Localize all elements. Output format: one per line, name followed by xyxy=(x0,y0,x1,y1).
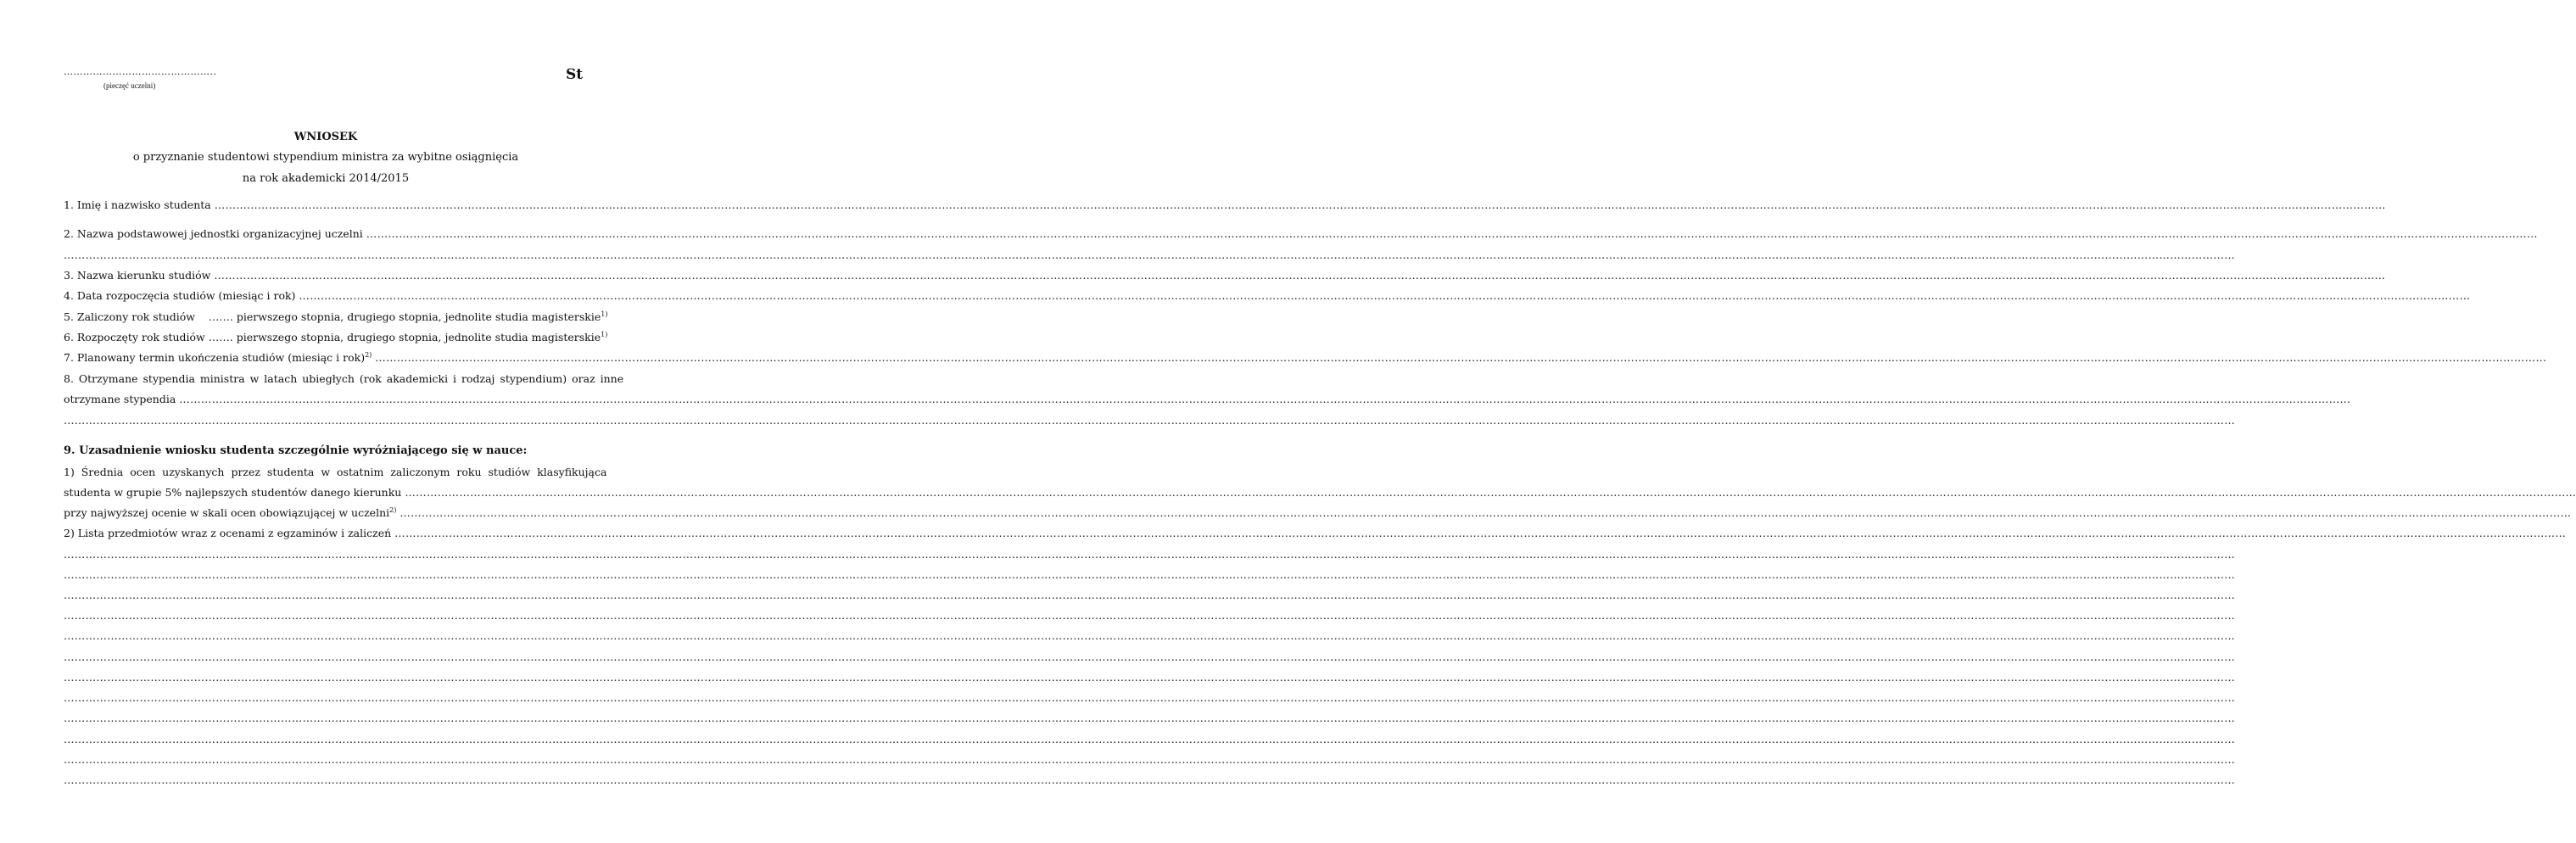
field-label: 2) Lista przedmiotów wraz z ocenami z egzaminów i zaliczeń xyxy=(64,527,392,539)
blank-line[interactable] xyxy=(64,711,2235,725)
fill-dots: …………………………………………………………………………………………………………………………………………………………………………………………………………………………………………………………………………………………………………………………………………………………………………………………………………………………………………………………………………………………………………………………………………………… xyxy=(64,568,2235,581)
footnote-ref: 2) xyxy=(365,350,372,359)
field-started-year[interactable] xyxy=(64,330,608,344)
fill-dots: …………………………………………………………………………………………………………………………………………………………………………………………………………………………………………………………………………………………………………………………………………………………………………………………………………………………………………………………………………………………………………………………………………………… xyxy=(64,609,2235,622)
gpa-text: 1) Średnia ocen uzyskanych przez studenta w ostatnim zaliczonym roku studiów klasyfikująca xyxy=(64,466,607,478)
blank-line[interactable] xyxy=(64,650,2235,664)
fill-dots: …………………………………………………………………………………………………………………………………………………………………………………………………………………………………………………………………………………………………………………………………………………………………………………………………………………………………………………………………………………………………………………………………………………… xyxy=(375,351,2547,364)
field-start-date[interactable] xyxy=(64,288,2471,303)
fill-dots: …………………………………………………………………………………………………………………………………………………………………………………………………………………………………………………………………………………………………………………………………………………………………………………………………………………………………………………………………………………………………………………………………………………… xyxy=(64,589,2235,601)
field-completed-year[interactable] xyxy=(64,310,608,324)
field-label: 2. Nazwa podstawowej jednostki organizacyjnej uczelni xyxy=(64,227,363,240)
field-major[interactable] xyxy=(64,268,2386,282)
field-faculty[interactable] xyxy=(64,226,2538,241)
fill-dots: …………………………………………………………………………………………………………………………………………………………………………………………………………………………………………………………………………………………………………………………………………………………………………………………………………………………………………………………………………………………………………………………………………………… xyxy=(64,414,2235,427)
study-level-options: pierwszego stopnia, drugiego stopnia, jednolite studia magisterskie xyxy=(236,331,601,343)
field-planned-end[interactable] xyxy=(64,350,2547,365)
field-previous-scholarships-label xyxy=(64,371,624,386)
field-label: 4. Data rozpoczęcia studiów (miesiąc i rok) xyxy=(64,289,296,302)
field-label: 5. Zaliczony rok studiów xyxy=(64,310,195,323)
academic-year: na rok akademicki 2014/2015 xyxy=(242,172,410,185)
field-label: otrzymane stypendia xyxy=(64,393,176,405)
document-title: WNIOSEK xyxy=(293,131,358,143)
blank-line[interactable] xyxy=(64,567,2235,582)
field-faculty-continued[interactable] xyxy=(64,248,2235,262)
blank-line[interactable] xyxy=(64,628,2235,643)
fill-dots: …………………………………………………………………………………………………………………………………………………………………………………………………………………………………………………………………………………………………………………………………………………………………………………………………………………………………………………………………………………………………………………………………………………… xyxy=(64,248,2235,261)
field-previous-scholarships[interactable] xyxy=(64,392,2351,406)
field-label: 3. Nazwa kierunku studiów xyxy=(64,269,211,282)
study-level-options: pierwszego stopnia, drugiego stopnia, jednolite studia magisterskie xyxy=(236,310,601,323)
fill-dots: ……. xyxy=(208,310,233,323)
fill-dots: …………………………………………………………………………………………………………………………………………………………………………………………………………………………………………………………………………………………………………………………………………………………………………………………………………………………………………………………………………………………………………………………………………………… xyxy=(64,671,2235,684)
fill-dots: …………………………………………………………………………………………………………………………………………………………………………………………………………………………………………………………………………………………………………………………………………………………………………………………………………………………………………………………………………………………………………………………………………………… xyxy=(299,289,2471,302)
fill-dots: …………………………………………………………………………………………………………………………………………………………………………………………………………………………………………………………………………………………………………………………………………………………………………………………………………………………………………………………………………………………………………………………………………………… xyxy=(64,650,2235,663)
field-gpa[interactable] xyxy=(64,485,2576,500)
blank-line[interactable] xyxy=(64,690,2235,705)
field-label: 7. Planowany termin ukończenia studiów (miesiąc i rok) xyxy=(64,351,366,364)
field-label: studenta w grupie 5% najlepszych studentów danego kierunku xyxy=(64,486,402,499)
blank-line[interactable] xyxy=(64,732,2235,746)
field-student-name[interactable] xyxy=(64,198,2386,212)
fill-dots: …………………………………………………………………………………………………………………………………………………………………………………………………………………………………………………………………………………………………………………………………………………………………………………………………………………………………………………………………………………………………………………………………………………… xyxy=(366,227,2538,240)
fill-dots: …………………………………………………………………………………………………………………………………………………………………………………………………………………………………………………………………………………………………………………………………………………………………………………………………………………………………………………………………………………………………………………………………………………… xyxy=(64,753,2235,766)
fill-dots: …………………………………………………………………………………………………………………………………………………………………………………………………………………………………………………………………………………………………………………………………………………………………………………………………………………………………………………………………………………………………………………………………………………… xyxy=(64,733,2235,745)
blank-line[interactable] xyxy=(64,547,2235,561)
stamp-label: (pieczęć uczelni) xyxy=(103,81,156,90)
field-label: 1. Imię i nazwisko studenta xyxy=(64,198,211,211)
field-label: 6. Rozpoczęty rok studiów xyxy=(64,331,205,343)
form-code: St xyxy=(566,66,584,83)
fill-dots: …………………………………………………………………………………………………………………………………………………………………………………………………………………………………………………………………………………………………………………………………………………………………………………………………………………………………………………………………………………………………………………………………………………… xyxy=(179,393,2351,405)
gpa-description xyxy=(64,465,607,479)
blank-line[interactable] xyxy=(64,608,2235,622)
blank-line[interactable] xyxy=(64,773,2235,787)
fill-dots: …………………………………………………………………………………………………………………………………………………………………………………………………………………………………………………………………………………………………………………………………………………………………………………………………………………………………………………………………………………………………………………………………………………… xyxy=(394,527,2567,539)
fill-dots: …………………………………………………………………………………………………………………………………………………………………………………………………………………………………………………………………………………………………………………………………………………………………………………………………………………………………………………………………………………………………………………………………………………… xyxy=(64,712,2235,724)
fill-dots: …………………………………………………………………………………………………………………………………………………………………………………………………………………………………………………………………………………………………………………………………………………………………………………………………………………………………………………………………………………………………………………………………………………… xyxy=(400,506,2572,519)
footnote-ref: 1) xyxy=(601,310,608,318)
section-9-heading: 9. Uzasadnienie wniosku studenta szczególnie wyróżniającego się w nauce: xyxy=(64,444,528,457)
field-subject-list[interactable] xyxy=(64,526,2567,540)
fill-dots: …………………………………………………………………………………………………………………………………………………………………………………………………………………………………………………………………………………………………………………………………………………………………………………………………………………………………………………………………………………………………………………………………………………… xyxy=(64,548,2235,561)
footnote-ref: 1) xyxy=(601,330,608,338)
document-subtitle: o przyznanie studentowi stypendium ministra za wybitne osiągnięcia xyxy=(132,151,519,164)
blank-line[interactable] xyxy=(64,670,2235,684)
fill-dots: …………………………………………………………………………………………………………………………………………………………………………………………………………………………………………………………………………………………………………………………………………………………………………………………………………………………………………………………………………………………………………………………………………………… xyxy=(64,773,2235,786)
stamp-dotted-line: ……………………………………….. xyxy=(64,66,217,77)
fill-dots: …………………………………………………………………………………………………………………………………………………………………………………………………………………………………………………………………………………………………………………………………………………………………………………………………………………………………………………………………………………………………………………………………………………… xyxy=(64,691,2235,704)
blank-line[interactable] xyxy=(64,588,2235,602)
fill-dots: ……. xyxy=(208,331,233,343)
fill-dots: …………………………………………………………………………………………………………………………………………………………………………………………………………………………………………………………………………………………………………………………………………………………………………………………………………………………………………………………………………………………………………………………………………………… xyxy=(64,629,2235,642)
field-previous-scholarships-continued[interactable] xyxy=(64,413,2235,427)
field-max-grade[interactable] xyxy=(64,505,2572,520)
field-label: 8. Otrzymane stypendia ministra w latach ubiegłych (rok akademicki i rodzaj stypendium) oraz inne xyxy=(64,372,624,385)
blank-line[interactable] xyxy=(64,752,2235,767)
field-label: przy najwyższej ocenie w skali ocen obowiązującej w uczelni xyxy=(64,506,390,519)
fill-dots: …………………………………………………………………………………………………………………………………………………………………………………………………………………………………………………………………………………………………………………………………………………………………………………………………………………………………………………………………………………………………………………………………………………… xyxy=(214,269,2386,282)
footnote-ref: 2) xyxy=(389,505,397,514)
fill-dots: …………………………………………………………………………………………………………………………………………………………………………………………………………………………………………………………………………………………………………………………………………………………………………………………………………………………………………………………………………………………………………………………………………………… xyxy=(405,486,2576,499)
fill-dots: …………………………………………………………………………………………………………………………………………………………………………………………………………………………………………………………………………………………………………………………………………………………………………………………………………………………………………………………………………………………………………………………………………………… xyxy=(214,198,2386,211)
